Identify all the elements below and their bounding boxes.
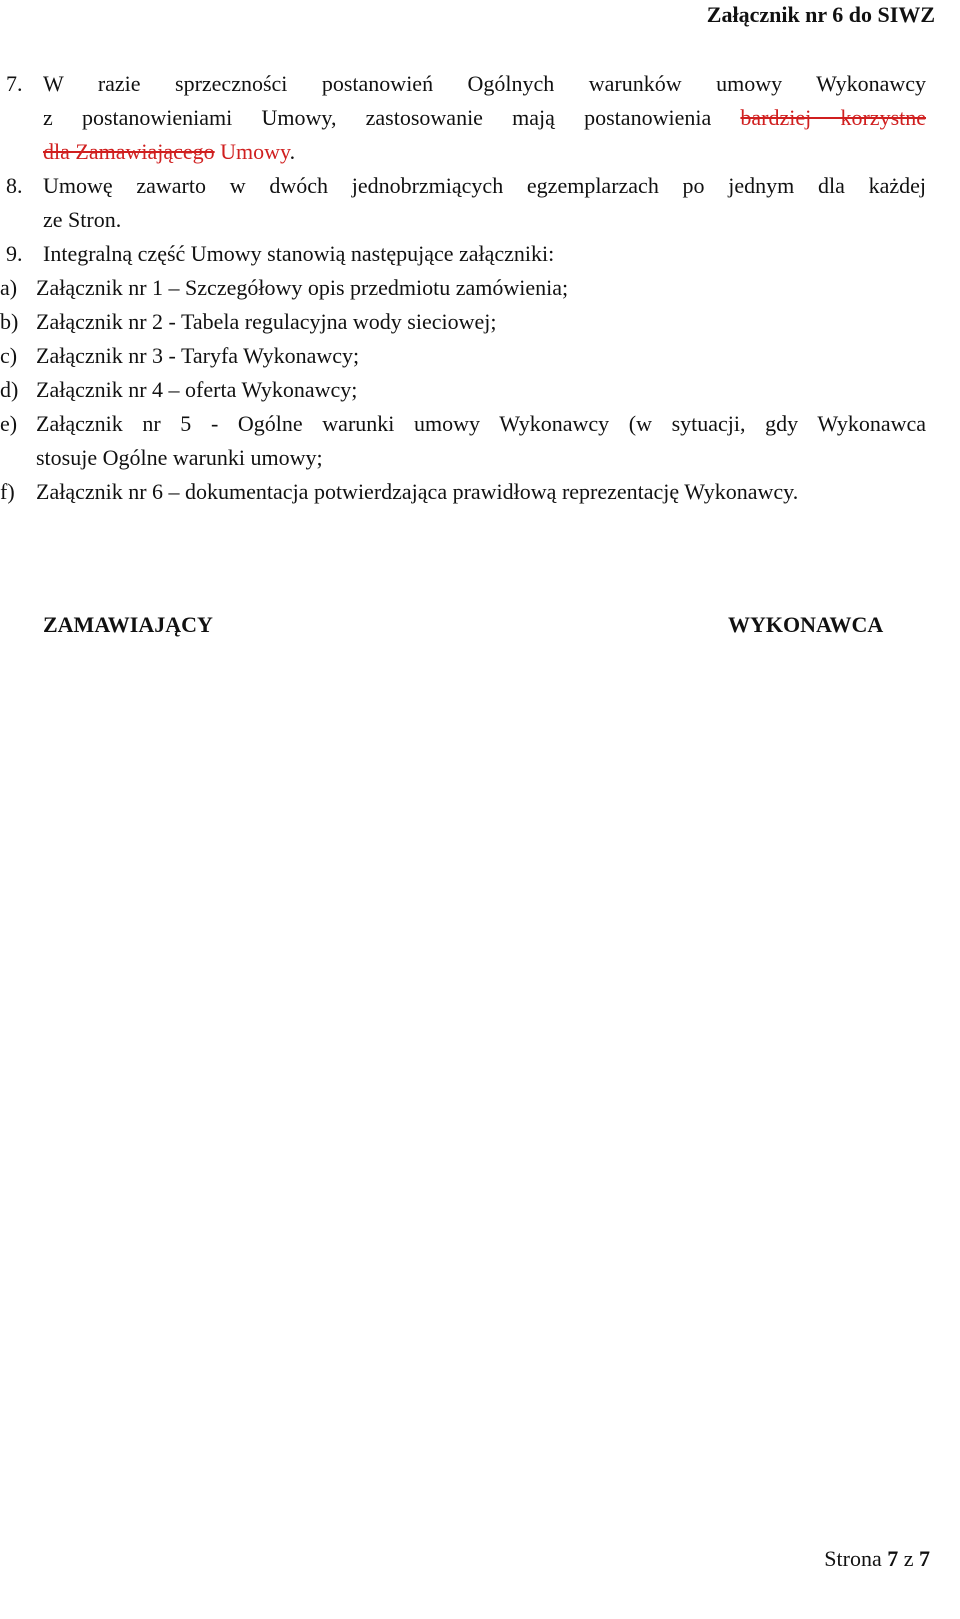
attachment-text: Załącznik nr 1 – Szczegółowy opis przedmiotu zamówienia; [36,275,569,300]
attachment-letter: e) [0,411,18,436]
paragraph-7-line-2-text: z postanowieniami Umowy, zastosowanie mają postanowienia [43,105,741,130]
paragraph-8-line-1: Umowę zawarto w dwóch jednobrzmiących egzemplarzach po jednym dla każdej [43,173,926,198]
attachment-text: Załącznik nr 2 - Tabela regulacyjna wody sieciowej; [36,309,497,334]
paragraph-7 [0,67,926,169]
attachment-list [0,271,926,509]
paragraph-9 [0,237,926,271]
attachment-text: Załącznik nr 6 – dokumentacja potwierdzająca prawidłową reprezentację Wykonawcy. [36,479,799,504]
paragraph-7-end: . [289,139,296,164]
deleted-text-continued: dla Zamawiającego [43,139,215,164]
attachment-item-e-continuation: stosuje Ogólne warunki umowy; [36,445,323,470]
paragraph-8-number: 8. [6,173,23,198]
paragraph-7-line-1: W razie sprzeczności postanowień Ogólnych warunków umowy Wykonawcy [43,71,926,96]
document-header-title: Załącznik nr 6 do SIWZ [706,2,935,27]
paragraph-8-line-2: ze Stron. [43,207,122,232]
attachment-text: Załącznik nr 5 - Ogólne warunki umowy Wykonawcy (w sytuacji, gdy Wykonawca [36,411,926,436]
page-number-current: 7 [887,1546,899,1571]
paragraph-9-text: Integralną część Umowy stanowią następujące załączniki: [43,241,555,266]
attachment-item-f [0,475,926,509]
signature-contractor: WYKONAWCA [728,612,884,637]
page-number-total: 7 [919,1546,930,1571]
signature-orderer: ZAMAWIAJĄCY [43,612,213,637]
paragraph-7-line-3 [0,135,926,169]
attachment-letter: f) [0,479,15,504]
page-number-prefix: Strona [824,1546,888,1571]
page-number [824,1544,930,1574]
paragraph-7-number: 7. [6,71,23,96]
paragraph-8 [0,169,926,237]
attachment-text: Załącznik nr 3 - Taryfa Wykonawcy; [36,343,360,368]
attachment-item-c [0,339,926,373]
attachment-item-e [0,407,926,441]
attachment-item-a [0,271,926,305]
paragraph-9-number: 9. [6,241,23,266]
attachment-letter: c) [0,343,18,368]
inserted-text: Umowy [214,139,290,164]
paragraph-7-line-2 [43,101,926,135]
deleted-text: bardziej korzystne [740,105,927,130]
attachment-text: Załącznik nr 4 – oferta Wykonawcy; [36,377,358,402]
attachment-letter: d) [0,377,19,402]
attachment-item-b [0,305,926,339]
attachment-item-d [0,373,926,407]
page-number-separator: z [898,1546,919,1571]
attachment-letter: a) [0,275,18,300]
attachment-letter: b) [0,309,19,334]
